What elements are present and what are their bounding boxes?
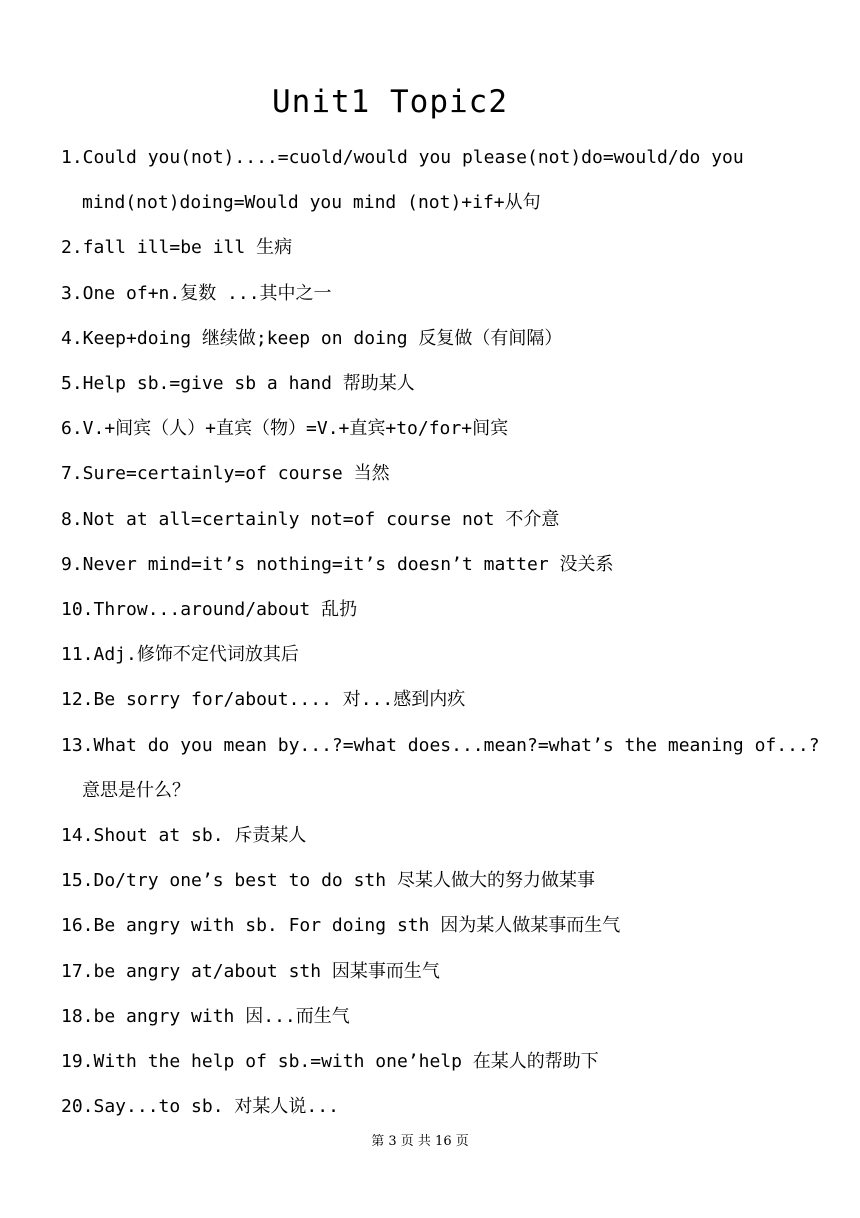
list-item-text: 4.Keep+doing 继续做;keep on doing 反复做（有间隔） bbox=[61, 327, 563, 349]
list-item-text: 9.Never mind=it’s nothing=it’s doesn’t matter 没关系 bbox=[61, 553, 614, 575]
list-item bbox=[61, 1039, 821, 1084]
list-item bbox=[61, 587, 821, 632]
list-item bbox=[61, 542, 821, 587]
list-item-text: 8.Not at all=certainly not=of course not 不介意 bbox=[61, 508, 560, 530]
page-footer: 第 3 页 共 16 页 bbox=[371, 1134, 469, 1149]
list-item bbox=[61, 361, 821, 406]
list-item-text: 10.Throw...around/about 乱扔 bbox=[61, 599, 358, 621]
list-item bbox=[61, 271, 821, 316]
list-item-text: 11.Adj.修饰不定代词放其后 bbox=[61, 644, 299, 666]
list-item bbox=[61, 949, 821, 994]
list-item-text: 5.Help sb.=give sb a hand 帮助某人 bbox=[61, 373, 415, 395]
list-item-text: 2.fall ill=be ill 生病 bbox=[61, 237, 293, 259]
list-item bbox=[61, 497, 821, 542]
list-item-text: 20.Say...to sb. 对某人说... bbox=[61, 1096, 339, 1118]
list-item-text: 18.be angry with 因...而生气 bbox=[61, 1005, 350, 1027]
list-item-text: 19.With the help of sb.=with one’help 在某人的帮助下 bbox=[61, 1051, 599, 1073]
list-item-text: 17.be angry at/about sth 因某事而生气 bbox=[61, 960, 440, 982]
list-item bbox=[61, 135, 821, 225]
list-item bbox=[61, 632, 821, 677]
list-item-text: 14.Shout at sb. 斥责某人 bbox=[61, 825, 307, 847]
list-item bbox=[61, 406, 821, 451]
list-item-continuation: mind(not)doing=Would you mind (not)+if+从句 bbox=[82, 192, 541, 214]
list-item bbox=[61, 1084, 821, 1129]
list-item bbox=[61, 813, 821, 858]
list-item-continuation: 意思是什么？ bbox=[82, 779, 190, 801]
list-item bbox=[61, 451, 821, 496]
list-item bbox=[61, 994, 821, 1039]
list-item-text: 12.Be sorry for/about.... 对...感到内疚 bbox=[61, 689, 466, 711]
list-item bbox=[61, 723, 821, 813]
list-item-text: 6.V.+间宾（人）+直宾（物）=V.+直宾+to/for+间宾 bbox=[61, 418, 509, 440]
list-item-text: 13.What do you mean by...?=what does...mean?=what’s the meaning of...? bbox=[61, 734, 820, 756]
page-title: Unit1 Topic2 bbox=[272, 84, 508, 120]
list-item bbox=[61, 858, 821, 903]
list-item bbox=[61, 316, 821, 361]
list-item-text: 1.Could you(not)....=cuold/would you please(not)do=would/do you bbox=[61, 147, 744, 168]
list-item bbox=[61, 677, 821, 722]
phrase-list bbox=[61, 135, 821, 1129]
list-item-text: 15.Do/try one’s best to do sth 尽某人做大的努力做某事 bbox=[61, 870, 595, 892]
list-item-text: 7.Sure=certainly=of course 当然 bbox=[61, 463, 390, 485]
list-item bbox=[61, 903, 821, 948]
list-item-text: 3.One of+n.复数 ...其中之一 bbox=[61, 282, 332, 304]
list-item bbox=[61, 225, 821, 270]
list-item-text: 16.Be angry with sb. For doing sth 因为某人做某事而生气 bbox=[61, 915, 621, 937]
